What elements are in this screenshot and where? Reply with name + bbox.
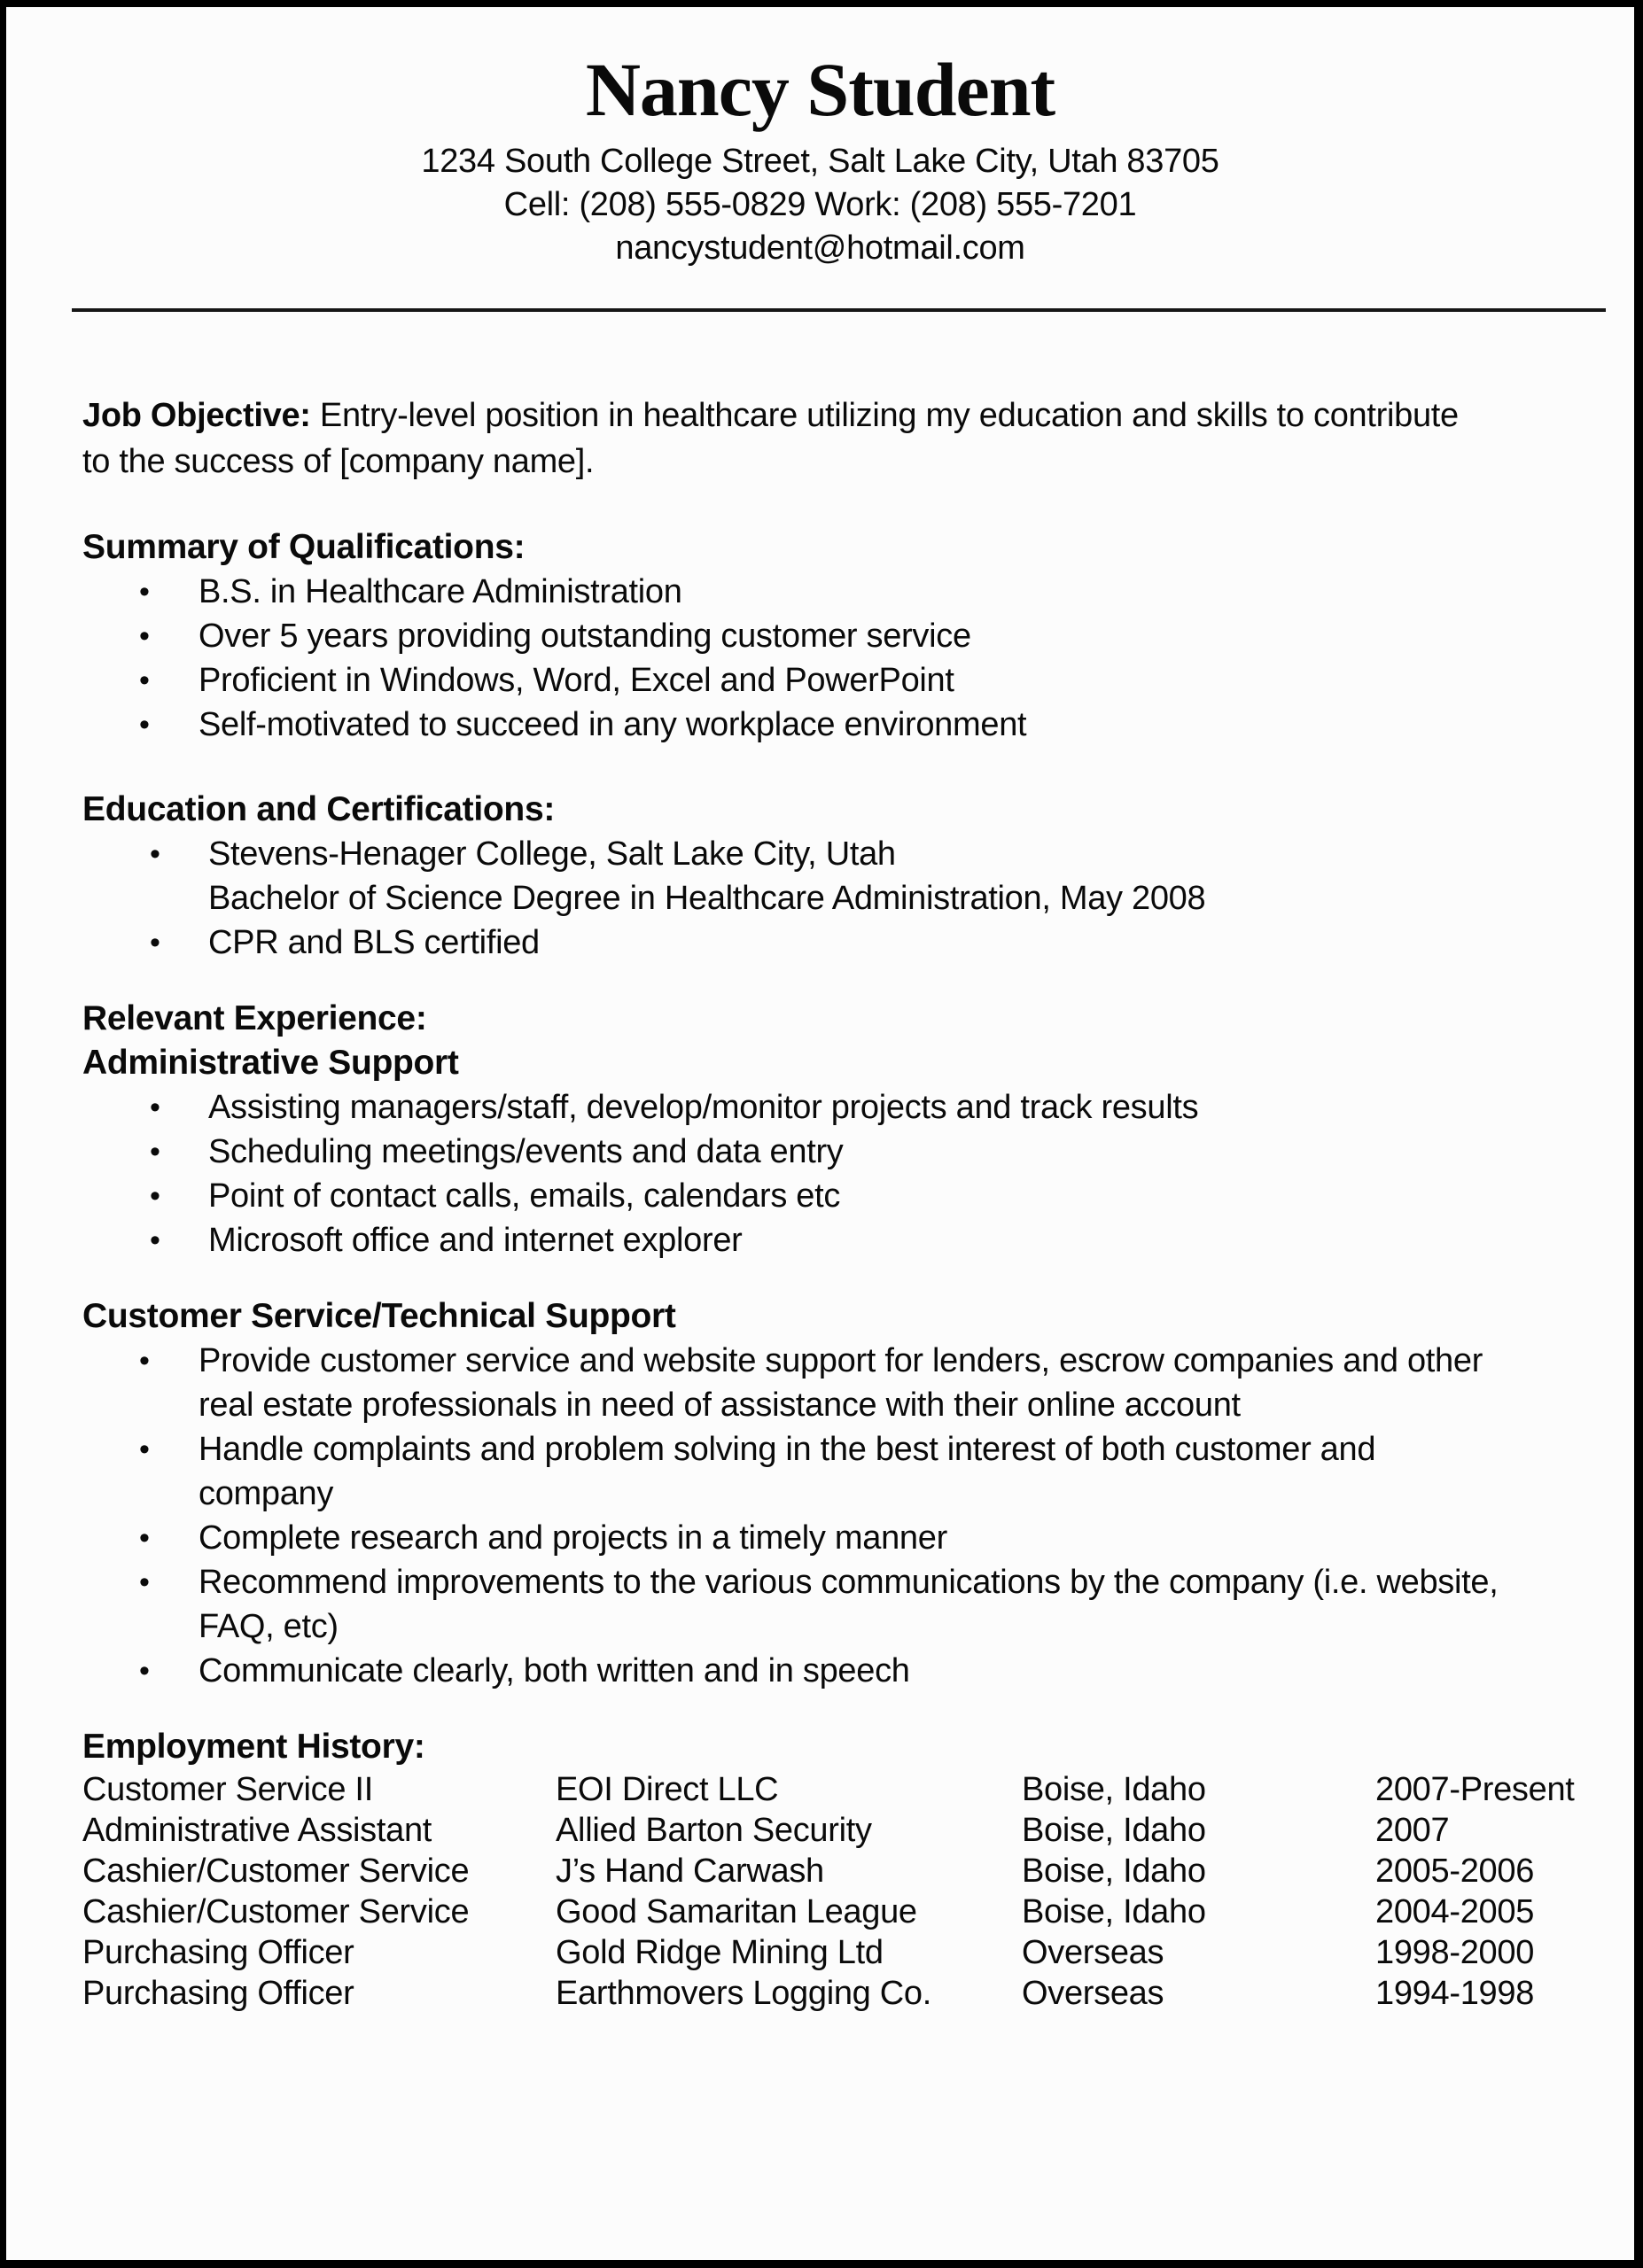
education-list <box>82 832 1595 965</box>
company-cell: J’s Hand Carwash <box>556 1852 824 1890</box>
job-objective-label: Job Objective: <box>82 397 311 434</box>
bullet-icon: • <box>150 1223 160 1257</box>
list-item-text: Communicate clearly, both written and in speech <box>199 1652 910 1689</box>
job-objective-text-line2: to the success of [company name]. <box>82 443 595 480</box>
bullet-icon: • <box>139 664 150 697</box>
list-item <box>82 1560 1595 1649</box>
job-objective-text-line1: Entry-level position in healthcare utilizing my education and skills to contribute <box>319 397 1459 434</box>
list-item-text: Over 5 years providing outstanding customer service <box>199 617 971 655</box>
location-cell: Overseas <box>1022 1975 1164 2012</box>
location-cell: Boise, Idaho <box>1022 1893 1206 1930</box>
company-cell: Earthmovers Logging Co. <box>556 1975 931 2012</box>
years-cell: 1998-2000 <box>1375 1934 1535 1971</box>
list-item-text: Self-motivated to succeed in any workplace environment <box>199 706 1027 743</box>
table-row <box>82 1932 1595 1973</box>
list-item <box>82 1427 1595 1516</box>
years-cell: 2007-Present <box>1375 1771 1575 1808</box>
job-title-cell: Customer Service II <box>82 1771 373 1808</box>
years-cell: 2007 <box>1375 1812 1450 1849</box>
relevant-experience-heading: Relevant Experience: <box>82 999 427 1037</box>
list-item-text: Recommend improvements to the various communications by the company (i.e. website, <box>199 1564 1499 1601</box>
company-cell: EOI Direct LLC <box>556 1771 779 1808</box>
list-item-text: Complete research and projects in a timely manner <box>199 1519 947 1557</box>
administrative-support-list <box>82 1085 1595 1262</box>
bullet-icon: • <box>139 1565 150 1599</box>
resume-body <box>6 392 1634 2014</box>
list-item-text: company <box>199 1475 334 1512</box>
header-divider <box>72 308 1606 312</box>
list-item-text: FAQ, etc) <box>199 1608 339 1645</box>
resume-page <box>6 7 1634 2260</box>
location-cell: Boise, Idaho <box>1022 1771 1206 1808</box>
job-title-cell: Administrative Assistant <box>82 1812 432 1849</box>
job-title-cell: Purchasing Officer <box>82 1934 354 1971</box>
summary-list <box>82 570 1595 747</box>
bullet-icon: • <box>150 837 160 871</box>
list-item-text: Microsoft office and internet explorer <box>208 1222 743 1259</box>
list-item <box>82 1218 1595 1262</box>
bullet-icon: • <box>139 708 150 742</box>
list-item <box>82 1339 1595 1427</box>
summary-heading: Summary of Qualifications: <box>82 528 526 566</box>
list-item-text: Handle complaints and problem solving in the best interest of both customer and <box>199 1431 1376 1468</box>
list-item <box>82 658 1595 703</box>
employment-history-heading: Employment History: <box>82 1728 425 1766</box>
table-row <box>82 1769 1595 1810</box>
address-line: 1234 South College Street, Salt Lake City, Utah 83705 <box>421 143 1219 180</box>
email-line: nancystudent@hotmail.com <box>615 229 1025 267</box>
location-cell: Boise, Idaho <box>1022 1852 1206 1890</box>
list-item-text: Proficient in Windows, Word, Excel and PowerPoint <box>199 662 954 699</box>
list-item-text: Provide customer service and website support for lenders, escrow companies and other <box>199 1342 1483 1379</box>
list-item <box>82 570 1595 614</box>
list-item-text: Assisting managers/staff, develop/monitor projects and track results <box>208 1089 1199 1126</box>
years-cell: 1994-1998 <box>1375 1975 1535 2012</box>
education-heading: Education and Certifications: <box>82 790 556 828</box>
list-item-text: CPR and BLS certified <box>208 924 540 961</box>
list-item-text: B.S. in Healthcare Administration <box>199 573 682 610</box>
list-item <box>82 703 1595 747</box>
years-cell: 2004-2005 <box>1375 1893 1535 1930</box>
list-item <box>82 832 1595 920</box>
location-cell: Boise, Idaho <box>1022 1812 1206 1849</box>
list-item <box>82 1516 1595 1560</box>
customer-service-heading: Customer Service/Technical Support <box>82 1297 676 1335</box>
bullet-icon: • <box>150 1091 160 1124</box>
list-item <box>82 614 1595 658</box>
company-cell: Allied Barton Security <box>556 1812 872 1849</box>
bullet-icon: • <box>139 575 150 609</box>
years-cell: 2005-2006 <box>1375 1852 1535 1890</box>
customer-service-list <box>82 1339 1595 1693</box>
table-row <box>82 1851 1595 1891</box>
resume-header <box>6 7 1634 270</box>
table-row <box>82 1973 1595 2014</box>
bullet-icon: • <box>139 1521 150 1555</box>
list-item <box>82 1649 1595 1693</box>
company-cell: Gold Ridge Mining Ltd <box>556 1934 884 1971</box>
list-item <box>82 1130 1595 1174</box>
employment-history-table <box>82 1769 1595 2014</box>
education-school: Stevens-Henager College, Salt Lake City, Utah <box>208 835 896 873</box>
administrative-support-heading: Administrative Support <box>82 1044 459 1082</box>
table-row <box>82 1891 1595 1932</box>
job-title-cell: Cashier/Customer Service <box>82 1893 470 1930</box>
job-objective <box>82 392 1595 485</box>
education-degree: Bachelor of Science Degree in Healthcare Administration, May 2008 <box>208 880 1206 917</box>
list-item-text: Point of contact calls, emails, calendars etc <box>208 1177 841 1215</box>
list-item <box>82 1085 1595 1130</box>
job-title-cell: Cashier/Customer Service <box>82 1852 470 1890</box>
person-name: Nancy Student <box>585 47 1055 132</box>
bullet-icon: • <box>139 1344 150 1378</box>
bullet-icon: • <box>139 619 150 653</box>
list-item <box>82 920 1595 965</box>
list-item <box>82 1174 1595 1218</box>
list-item-text: real estate professionals in need of assistance with their online account <box>199 1386 1241 1424</box>
list-item-text: Scheduling meetings/events and data entry <box>208 1133 844 1170</box>
table-row <box>82 1810 1595 1851</box>
bullet-icon: • <box>139 1654 150 1688</box>
bullet-icon: • <box>139 1433 150 1466</box>
phone-line: Cell: (208) 555-0829 Work: (208) 555-7201 <box>503 186 1137 223</box>
job-title-cell: Purchasing Officer <box>82 1975 354 2012</box>
bullet-icon: • <box>150 926 160 959</box>
company-cell: Good Samaritan League <box>556 1893 917 1930</box>
bullet-icon: • <box>150 1135 160 1169</box>
bullet-icon: • <box>150 1179 160 1213</box>
location-cell: Overseas <box>1022 1934 1164 1971</box>
